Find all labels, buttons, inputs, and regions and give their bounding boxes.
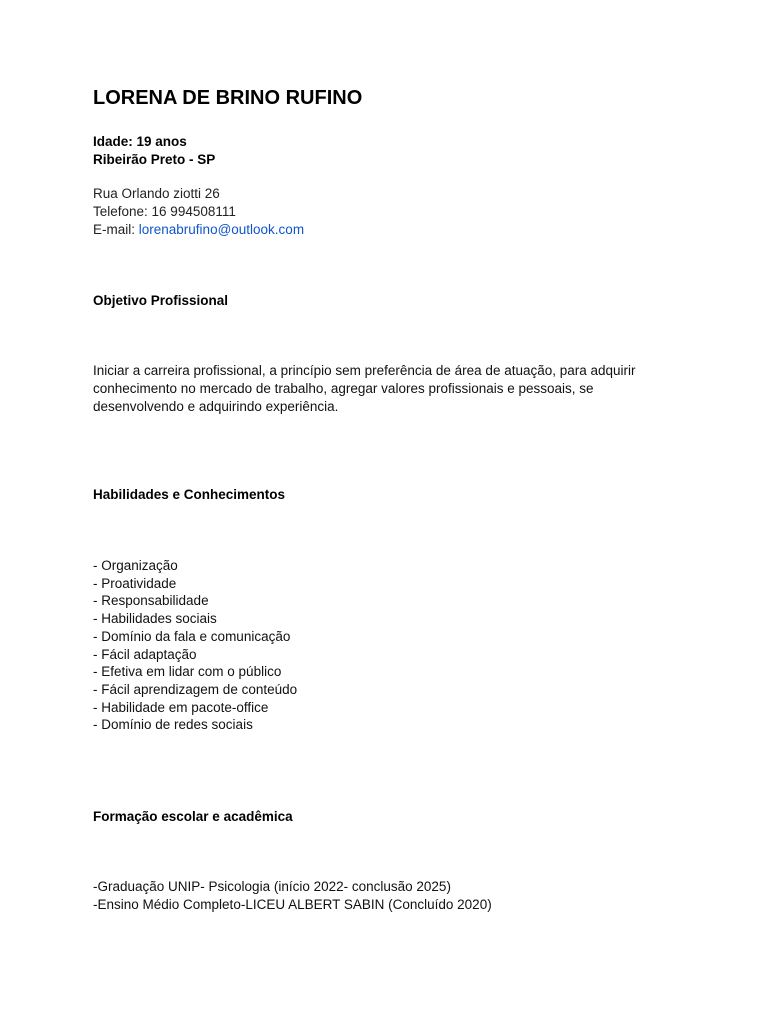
objective-text: Iniciar a carreira profissional, a princípio sem preferência de área de atuação, para adquirir conhecimento no mercado de trabalho, agregar valores profissionais e pessoais, se desenvolvendo e adquirindo experiência. <box>93 363 636 414</box>
list-item: - Fácil adaptação <box>93 646 197 662</box>
email-label: E-mail: <box>93 222 139 237</box>
list-item: - Proatividade <box>93 575 177 591</box>
education-list <box>93 878 492 913</box>
list-item: - Domínio de redes sociais <box>93 717 253 733</box>
list-item: - Habilidade em pacote-office <box>93 699 269 715</box>
contact-info <box>93 185 304 239</box>
list-item: - Responsabilidade <box>93 593 209 609</box>
address-line: Rua Orlando ziotti 26 <box>93 186 220 201</box>
personal-info <box>93 133 215 168</box>
list-item: - Domínio da fala e comunicação <box>93 628 291 644</box>
age-line: Idade: 19 anos <box>93 134 187 149</box>
list-item: -Ensino Médio Completo-LICEU ALBERT SABIN (Concluído 2020) <box>93 896 492 912</box>
list-item: - Efetiva em lidar com o público <box>93 664 282 680</box>
list-item: - Habilidades sociais <box>93 611 217 627</box>
objective-title: Objetivo Profissional <box>93 293 229 308</box>
email-link[interactable]: lorenabrufino@outlook.com <box>138 222 305 237</box>
list-item: -Graduação UNIP- Psicologia (início 2022- conclusão 2025) <box>93 879 451 894</box>
list-item: - Fácil aprendizagem de conteúdo <box>93 681 298 697</box>
education-title: Formação escolar e acadêmica <box>93 809 293 824</box>
phone-line: Telefone: 16 994508111 <box>93 204 236 219</box>
city-line: Ribeirão Preto - SP <box>93 151 216 167</box>
candidate-name: LORENA DE BRINO RUFINO <box>93 87 363 109</box>
list-item: - Organização <box>93 558 178 573</box>
email-line <box>93 221 304 239</box>
skills-list <box>93 557 297 734</box>
skills-title: Habilidades e Conhecimentos <box>93 487 286 502</box>
